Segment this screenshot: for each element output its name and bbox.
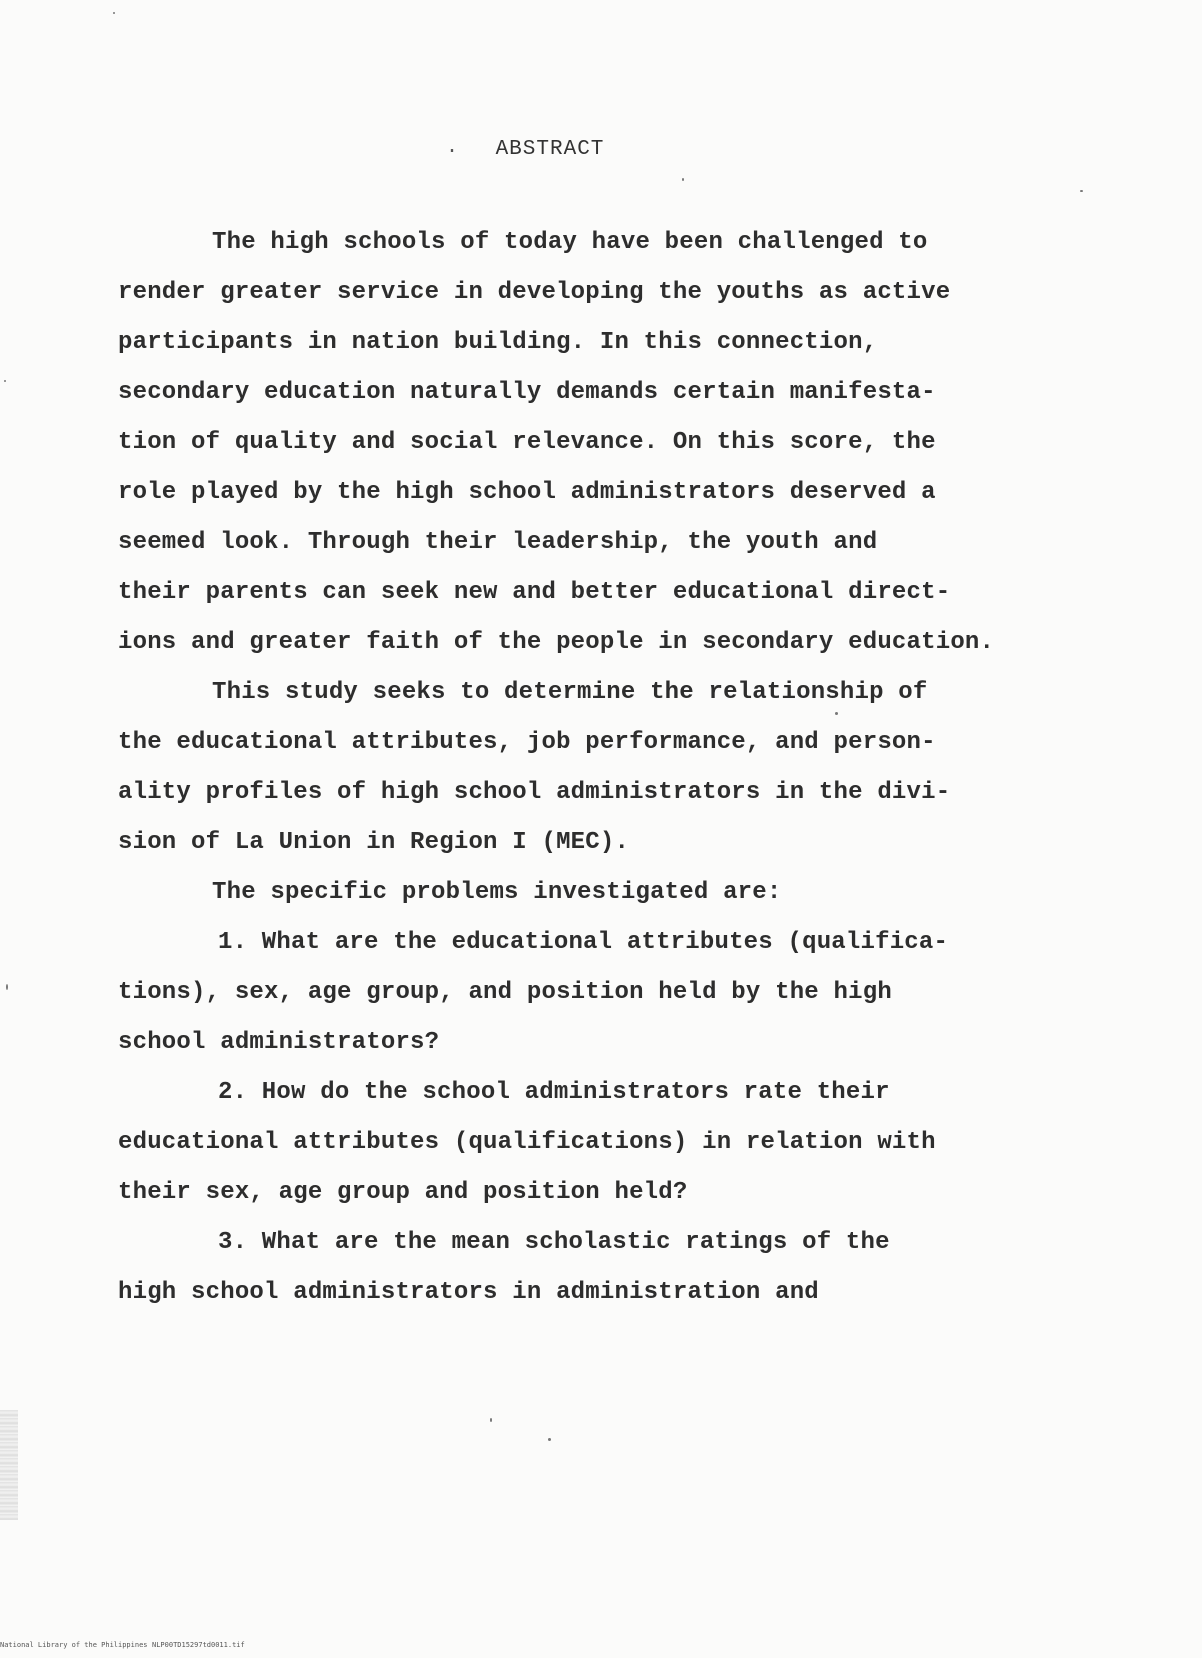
- scan-speck: [682, 178, 684, 181]
- scan-speck: [835, 712, 838, 715]
- text-line: role played by the high school administrators deserved a: [118, 479, 936, 506]
- scan-speck: [113, 12, 115, 14]
- scan-speck: [4, 380, 6, 382]
- text-line: school administrators?: [118, 1029, 440, 1056]
- text-line: ality profiles of high school administrators in the divi-: [118, 779, 951, 806]
- text-line: This study seeks to determine the relationship of: [212, 679, 928, 706]
- text-line: their sex, age group and position held?: [118, 1179, 688, 1206]
- text-line: seemed look. Through their leadership, the youth and: [118, 529, 878, 556]
- scan-edge-noise: [0, 1410, 18, 1520]
- text-line: secondary education naturally demands certain manifesta-: [118, 379, 936, 406]
- library-credit: National Library of the Philippines: [0, 1641, 148, 1649]
- text-line: 2. How do the school administrators rate their: [218, 1079, 890, 1106]
- text-line: the educational attributes, job performance, and person-: [118, 729, 936, 756]
- text-line: render greater service in developing the youths as active: [118, 279, 951, 306]
- scan-speck: [548, 1438, 551, 1441]
- scan-speck: [6, 984, 8, 990]
- abstract-title: ABSTRACT: [495, 138, 605, 161]
- text-line: ions and greater faith of the people in secondary education.: [118, 629, 995, 656]
- text-line: tions), sex, age group, and position held by the high: [118, 979, 892, 1006]
- text-line: educational attributes (qualifications) in relation with: [118, 1129, 936, 1156]
- scan-speck: [1080, 190, 1083, 192]
- text-line: 1. What are the educational attributes (qualifica-: [218, 929, 949, 956]
- text-line: The specific problems investigated are:: [212, 879, 782, 906]
- scan-filename: NLP00TD15297td0011.tif: [152, 1641, 245, 1649]
- text-line: high school administrators in administration and: [118, 1279, 819, 1306]
- text-line: The high schools of today have been challenged to: [212, 229, 928, 256]
- text-line: 3. What are the mean scholastic ratings of the: [218, 1229, 890, 1256]
- title-mark: ·: [446, 140, 459, 163]
- scan-footer: [0, 1641, 245, 1649]
- text-line: tion of quality and social relevance. On this score, the: [118, 429, 936, 456]
- text-line: sion of La Union in Region I (MEC).: [118, 829, 630, 856]
- scan-speck: [490, 1418, 492, 1422]
- text-line: their parents can seek new and better educational direct-: [118, 579, 951, 606]
- text-line: participants in nation building. In this connection,: [118, 329, 878, 356]
